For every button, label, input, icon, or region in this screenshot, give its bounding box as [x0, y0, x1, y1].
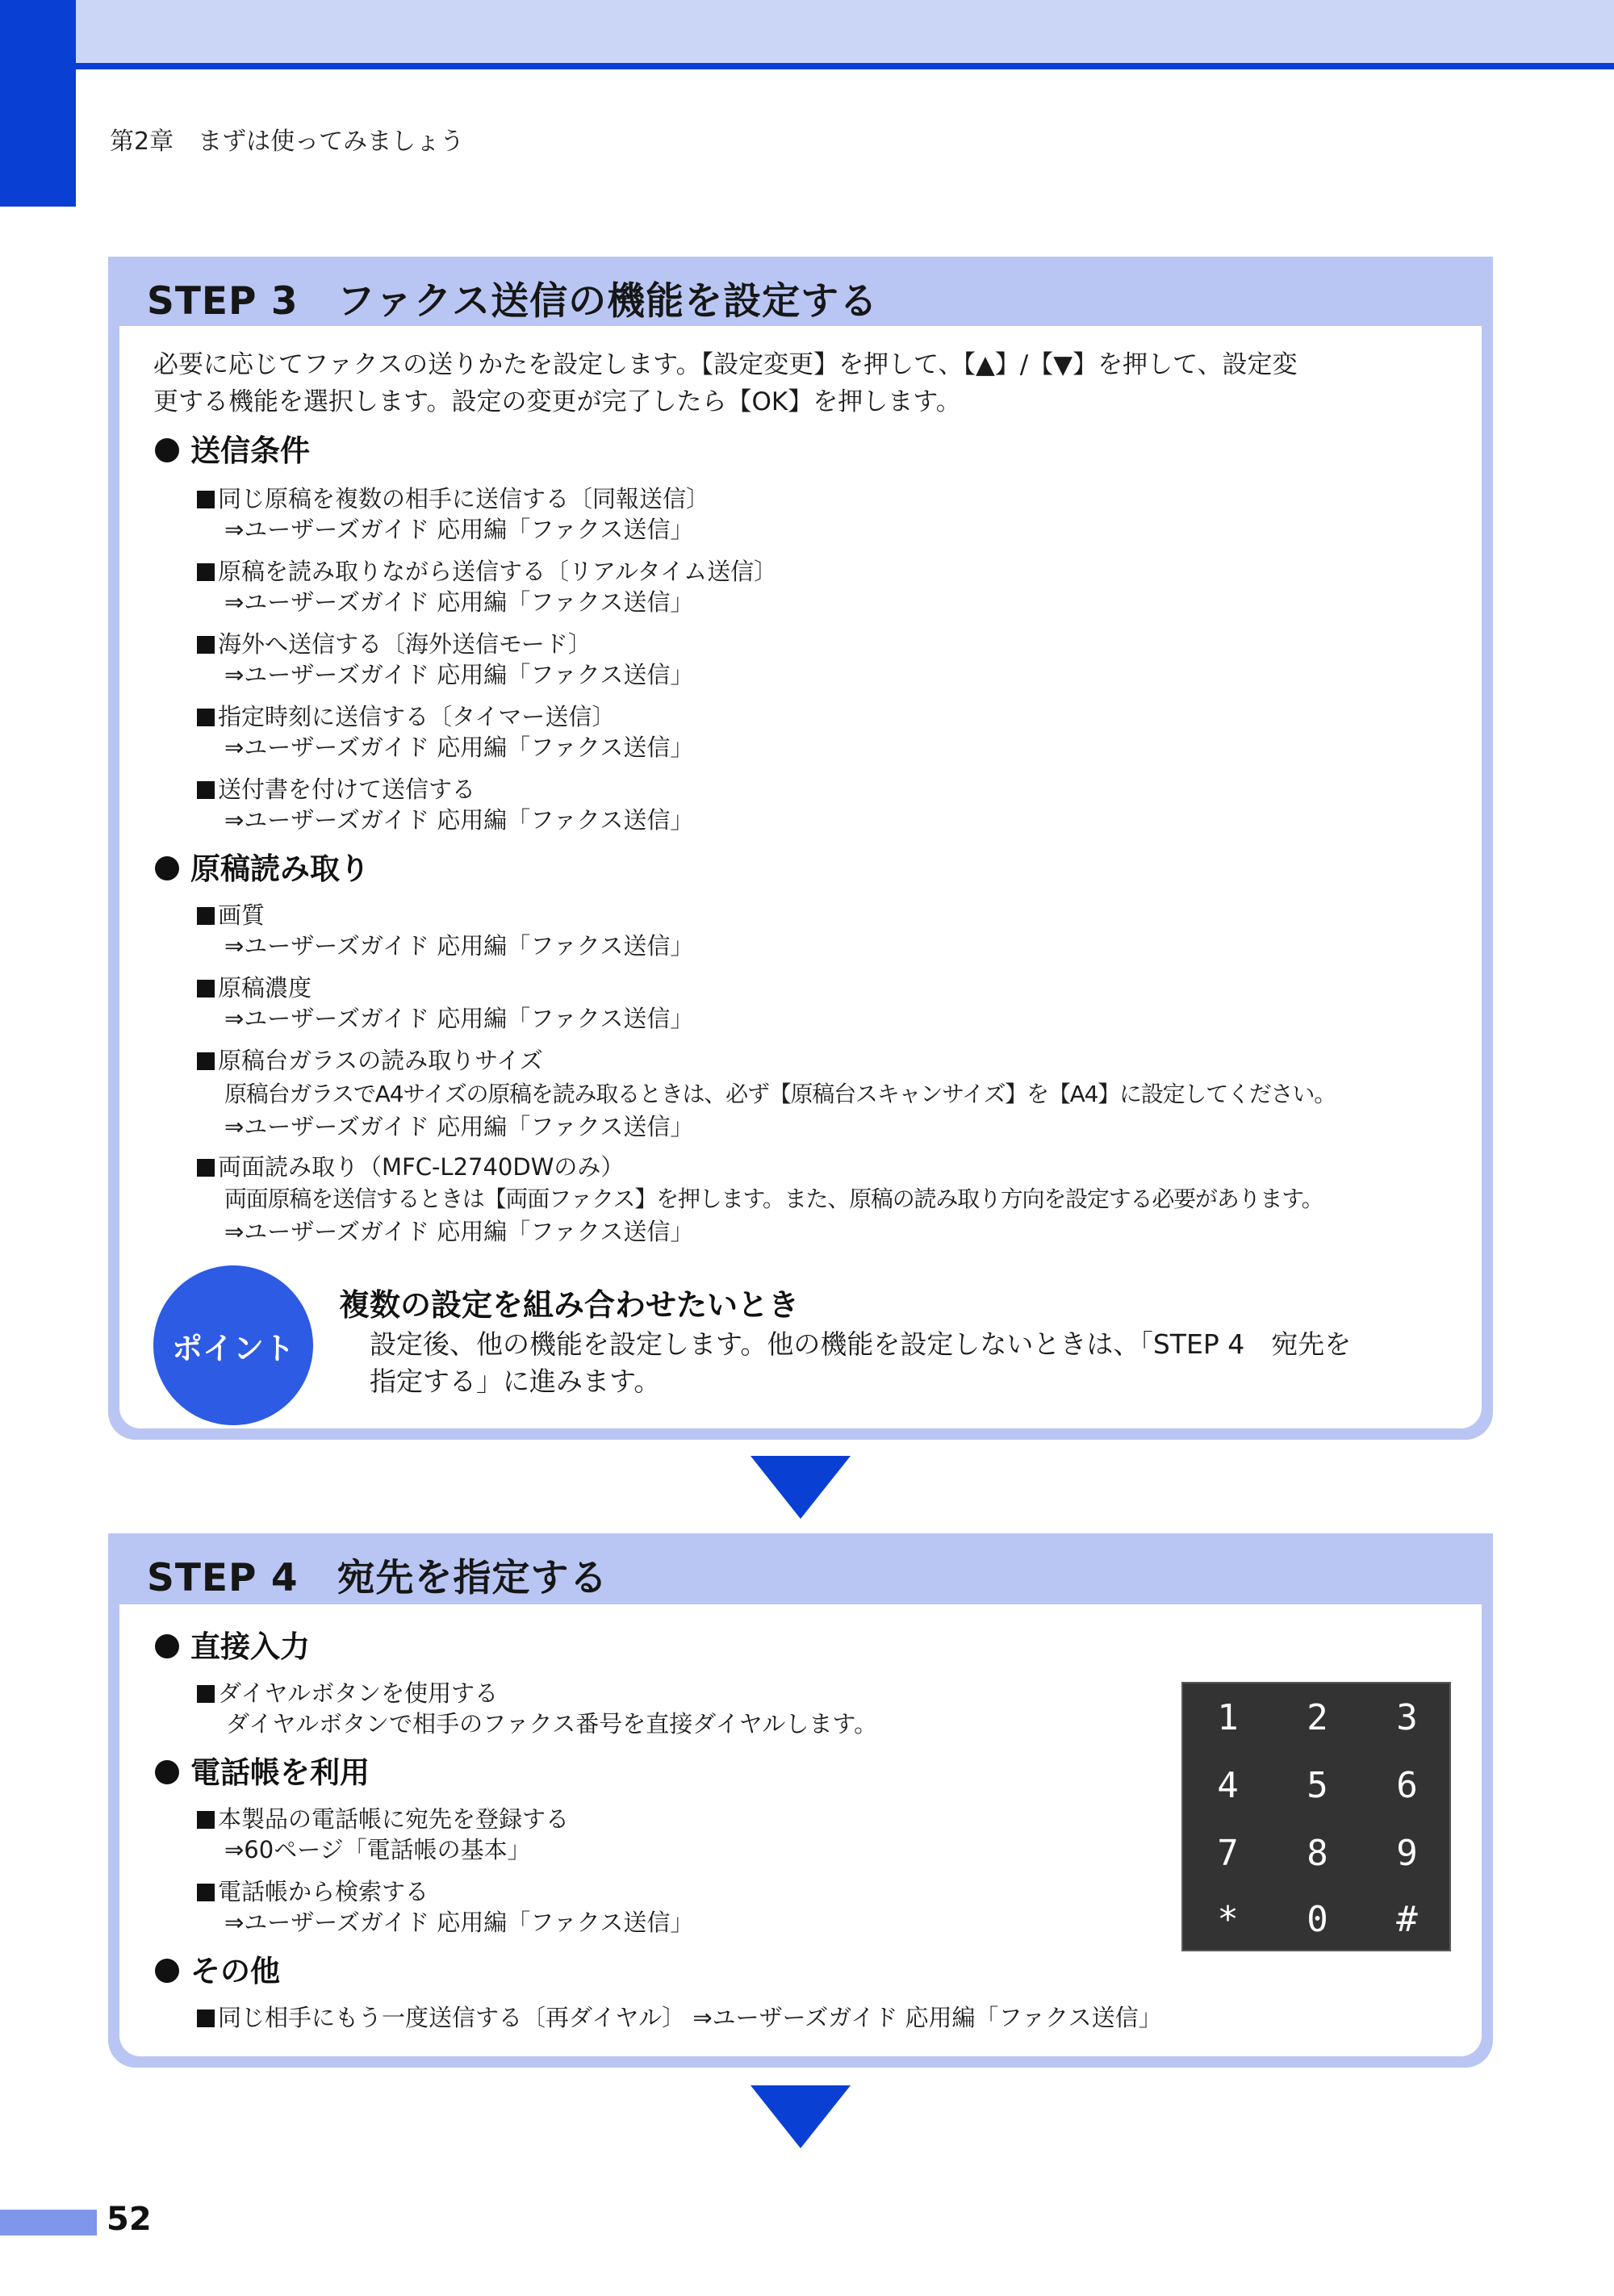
square-bullet-icon — [197, 563, 215, 581]
step3-title: STEP 3 ファクス送信の機能を設定する — [147, 279, 879, 324]
keypad-key: 3 — [1396, 1696, 1418, 1738]
list-item-title-text: 画質 — [218, 901, 266, 929]
list-item-reference: ⇒ユーザーズガイド 応用編「ファクス送信」 — [224, 588, 694, 616]
square-bullet-icon — [197, 1159, 215, 1177]
list-item-reference: ⇒ユーザーズガイド 応用編「ファクス送信」 — [224, 1909, 694, 1936]
list-item-title — [197, 2000, 1162, 2033]
list-item-title — [197, 554, 777, 587]
list-item-description: 原稿台ガラスでA4サイズの原稿を読み取るときは、必ず【原稿台スキャンサイズ】を【A4】に設定してください。 — [224, 1081, 1336, 1107]
square-bullet-icon — [197, 1685, 215, 1703]
section-heading — [155, 1748, 370, 1792]
square-bullet-icon — [197, 636, 215, 654]
list-item-reference: ⇒ユーザーズガイド 応用編「ファクス送信」 — [224, 806, 694, 834]
square-bullet-icon — [197, 491, 215, 508]
list-item-title-text: 指定時刻に送信する〔タイマー送信〕 — [218, 703, 616, 730]
section-heading — [155, 1947, 280, 1990]
chapter-side-tab — [0, 0, 76, 207]
list-item-description: 両面原稿を送信するときは【両面ファクス】を押します。また、原稿の読み取り方向を設定する必要があります。 — [224, 1186, 1323, 1212]
keypad-key: * — [1217, 1898, 1239, 1940]
section-heading — [155, 844, 370, 888]
list-item-title — [197, 1675, 498, 1708]
keypad-key: 0 — [1307, 1898, 1328, 1940]
list-item-reference: ⇒ユーザーズガイド 応用編「ファクス送信」 — [224, 1218, 694, 1245]
list-item-title — [197, 481, 709, 514]
list-item-reference: ⇒ユーザーズガイド 応用編「ファクス送信」 — [224, 734, 694, 761]
list-item-reference: ⇒ユーザーズガイド 応用編「ファクス送信」 — [224, 1113, 694, 1140]
list-item-title-text: ダイヤルボタンを使用する — [218, 1679, 499, 1707]
section-heading-text: その他 — [190, 1954, 280, 1989]
bullet-icon — [155, 438, 179, 462]
keypad-key: 1 — [1217, 1696, 1239, 1738]
list-item-title — [197, 1874, 429, 1907]
keypad-key: 6 — [1396, 1764, 1418, 1806]
list-item-reference: ⇒ユーザーズガイド 応用編「ファクス送信」 — [224, 932, 694, 960]
footer-bar — [0, 2210, 97, 2235]
square-bullet-icon — [197, 980, 215, 997]
section-heading-text: 原稿読み取り — [190, 851, 370, 886]
bullet-icon — [155, 1959, 179, 1983]
bullet-icon — [155, 856, 179, 880]
square-bullet-icon — [197, 1052, 215, 1070]
list-item-title — [197, 1149, 624, 1182]
keypad-key: 7 — [1217, 1832, 1239, 1874]
keypad-key: # — [1396, 1898, 1418, 1940]
list-item-reference: ⇒ユーザーズガイド 応用編「ファクス送信」 — [224, 1005, 694, 1032]
keypad-key: 9 — [1396, 1832, 1418, 1874]
section-heading-text: 送信条件 — [190, 433, 310, 468]
list-item-title-text: 海外へ送信する〔海外送信モード〕 — [218, 630, 592, 658]
square-bullet-icon — [197, 907, 215, 925]
step3-intro-line-2: 更する機能を選択します。設定の変更が完了したら【OK】を押します。 — [153, 387, 961, 416]
flow-arrow-down-icon — [751, 2085, 851, 2148]
list-item-reference: ⇒ユーザーズガイド 応用編「ファクス送信」 — [224, 661, 694, 688]
list-item-description: ダイヤルボタンで相手のファクス番号を直接ダイヤルします。 — [226, 1710, 878, 1738]
top-rule — [0, 63, 1614, 69]
point-body-line-1: 設定後、他の機能を設定します。他の機能を設定しないときは、「STEP 4 宛先を — [370, 1328, 1352, 1360]
square-bullet-icon — [197, 2010, 215, 2027]
list-item-title-text: 原稿台ガラスの読み取りサイズ — [218, 1047, 543, 1074]
list-item-title-text: 同じ相手にもう一度送信する〔再ダイヤル〕 ⇒ユーザーズガイド 応用編「ファクス送信」 — [218, 2004, 1162, 2031]
list-item-title — [197, 1801, 569, 1834]
list-item-reference: ⇒60ページ「電話帳の基本」 — [224, 1836, 531, 1863]
point-title: 複数の設定を組み合わせたいとき — [339, 1287, 800, 1323]
flow-arrow-down-icon — [751, 1456, 851, 1519]
square-bullet-icon — [197, 709, 215, 726]
point-badge: ポイント — [153, 1265, 313, 1425]
list-item-title — [197, 1043, 543, 1076]
square-bullet-icon — [197, 1884, 215, 1901]
bullet-icon — [155, 1760, 179, 1784]
list-item-title-text: 両面読み取り（MFC-L2740DWのみ） — [218, 1153, 625, 1181]
step4-title: STEP 4 宛先を指定する — [147, 1556, 608, 1600]
section-heading — [155, 1622, 310, 1666]
list-item-title-text: 送付書を付けて送信する — [218, 776, 476, 803]
dial-keypad-image — [1181, 1682, 1451, 1951]
list-item-title — [197, 970, 312, 1003]
keypad-key: 4 — [1217, 1764, 1239, 1806]
list-item-title-text: 原稿を読み取りながら送信する〔リアルタイム送信〕 — [218, 558, 778, 585]
list-item-reference: ⇒ユーザーズガイド 応用編「ファクス送信」 — [224, 516, 694, 543]
list-item-title — [197, 772, 475, 805]
chapter-header: 第2章 まずは使ってみましょう — [110, 128, 465, 156]
point-body-line-2: 指定する」に進みます。 — [370, 1365, 661, 1397]
keypad-key: 2 — [1307, 1696, 1328, 1738]
list-item-title-text: 原稿濃度 — [218, 974, 312, 1002]
square-bullet-icon — [197, 781, 215, 799]
step3-intro-line-1: 必要に応じてファクスの送りかたを設定します。【設定変更】を押して、【▲】/【▼】を押して、設定変 — [153, 350, 1298, 379]
list-item-title-text: 電話帳から検索する — [218, 1878, 429, 1905]
keypad-key: 8 — [1307, 1832, 1328, 1874]
list-item-title-text: 同じ原稿を複数の相手に送信する〔同報送信〕 — [218, 485, 710, 512]
list-item-title — [197, 699, 615, 732]
list-item-title — [197, 626, 592, 659]
section-heading-text: 電話帳を利用 — [190, 1755, 370, 1790]
top-band — [0, 0, 1614, 63]
square-bullet-icon — [197, 1811, 215, 1829]
section-heading-text: 直接入力 — [190, 1629, 310, 1664]
list-item-title-text: 本製品の電話帳に宛先を登録する — [218, 1805, 570, 1833]
list-item-title — [197, 897, 265, 931]
keypad-key: 5 — [1307, 1764, 1328, 1806]
section-heading — [155, 426, 310, 470]
page-number: 52 — [107, 2201, 152, 2238]
bullet-icon — [155, 1634, 179, 1658]
